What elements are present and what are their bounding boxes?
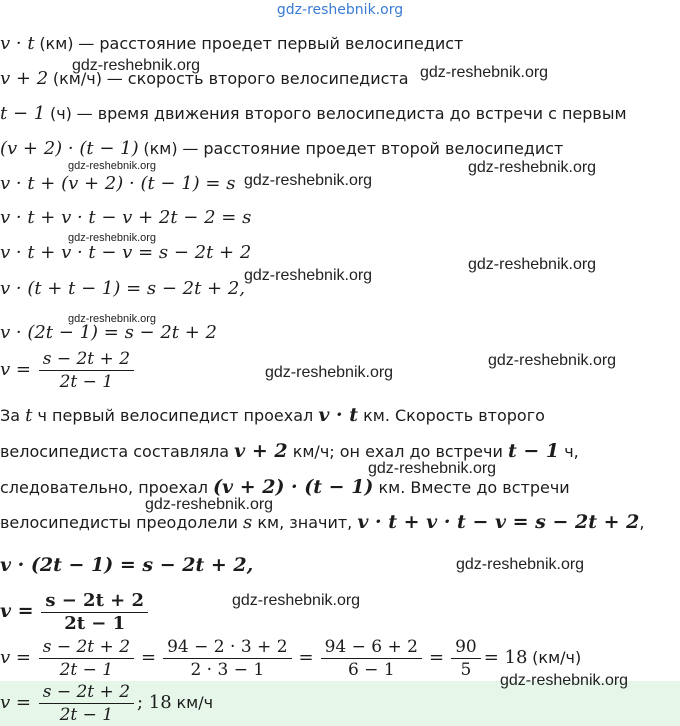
watermark: gdz-reshebnik.org <box>456 556 585 573</box>
explanation-line-3 <box>0 476 570 498</box>
explanation-line-1 <box>0 404 545 426</box>
text: , <box>639 513 645 532</box>
fraction-lhs: v = <box>0 358 31 380</box>
calculation-line <box>0 636 581 681</box>
equals-sign: = <box>298 646 314 668</box>
equation-line-6: v · t + v · t − v + 2t − 2 = s <box>0 207 252 228</box>
math-expression: t <box>25 405 33 426</box>
equation-line-5: v · t + (v + 2) · (t − 1) = s <box>0 173 236 194</box>
definition-line-2 <box>0 68 409 90</box>
watermark: gdz-reshebnik.org <box>68 160 157 172</box>
explanation-line-2 <box>0 440 579 462</box>
equation-line-10 <box>0 348 137 393</box>
answer-value: ; 18 <box>137 691 172 713</box>
fraction-denominator: 2t − 1 <box>59 705 114 725</box>
definition-text: — расстояние проедет первый велосипедист <box>78 34 464 53</box>
watermark: gdz-reshebnik.org <box>68 313 157 325</box>
fraction <box>39 348 134 393</box>
fraction-denominator: 2 · 3 − 1 <box>190 660 265 680</box>
fraction-denominator: 2t − 1 <box>64 613 126 634</box>
fraction-numerator: s − 2t + 2 <box>39 636 134 659</box>
fraction-numerator: s − 2t + 2 <box>39 348 134 371</box>
definition-line-3 <box>0 103 627 125</box>
definition-text: — скорость второго велосипедиста <box>106 69 409 88</box>
fraction <box>39 681 134 726</box>
fraction <box>451 636 481 681</box>
fraction <box>39 636 134 681</box>
text: ч, <box>564 442 579 461</box>
equals-sign: = <box>428 646 445 668</box>
watermark: gdz-reshebnik.org <box>244 172 373 189</box>
fraction-numerator: s − 2t + 2 <box>41 590 148 613</box>
text: км. Вместе до встречи <box>378 478 570 497</box>
fraction-lhs: v = <box>0 646 31 668</box>
definition-line-4 <box>0 138 563 160</box>
unit-label: (км) <box>39 34 74 53</box>
text: км. Скорость второго <box>363 406 545 425</box>
bold-fraction-line <box>0 590 151 635</box>
math-expression: (v + 2) · (t − 1) <box>0 138 139 159</box>
watermark: gdz-reshebnik.org <box>145 496 274 513</box>
watermark: gdz-reshebnik.org <box>68 232 157 244</box>
watermark: gdz-reshebnik.org <box>420 64 549 81</box>
watermark: gdz-reshebnik.org <box>488 352 617 369</box>
math-expression: (v + 2) · (t − 1) <box>213 476 374 498</box>
text: км, значит, <box>257 513 353 532</box>
site-header-link[interactable]: gdz-reshebnik.org <box>276 2 404 18</box>
fraction-denominator: 2t − 1 <box>59 372 114 392</box>
watermark: gdz-reshebnik.org <box>500 672 629 689</box>
text: следовательно, проехал <box>0 478 208 497</box>
fraction <box>163 636 291 681</box>
unit-label: (ч) <box>49 104 72 123</box>
watermark: gdz-reshebnik.org <box>468 159 597 176</box>
fraction-denominator: 2t − 1 <box>59 660 114 680</box>
fraction-numerator: 94 − 2 · 3 + 2 <box>163 636 291 659</box>
unit-label: (км/ч) <box>532 647 582 667</box>
equation-line-9: v · (2t − 1) = s − 2t + 2 <box>0 322 217 343</box>
math-expression: s <box>242 512 253 533</box>
text: ч первый велосипедист проехал <box>37 406 314 425</box>
unit-label: (км) <box>143 139 178 158</box>
watermark: gdz-reshebnik.org <box>232 592 361 609</box>
math-expression: v · t <box>0 33 35 54</box>
answer-line <box>0 681 213 726</box>
text: За <box>0 406 21 425</box>
fraction-lhs: v = <box>0 691 31 713</box>
watermark: gdz-reshebnik.org <box>72 57 201 74</box>
definition-text: — расстояние проедет второй велосипедист <box>182 139 564 158</box>
result-value: = 18 <box>483 646 528 668</box>
equals-sign: = <box>141 646 157 668</box>
math-expression: v · t + v · t − v = s − 2t + 2 <box>357 511 640 533</box>
math-expression: v + 2 <box>0 68 49 89</box>
watermark: gdz-reshebnik.org <box>368 460 497 477</box>
unit-label: (км/ч) <box>52 69 102 88</box>
watermark: gdz-reshebnik.org <box>244 267 373 284</box>
text: км/ч; он ехал до встречи <box>292 442 503 461</box>
math-expression: v + 2 <box>234 440 288 462</box>
fraction <box>41 590 148 635</box>
fraction-denominator: 5 <box>460 660 472 680</box>
fraction-numerator: s − 2t + 2 <box>39 681 134 704</box>
equation-line-8: v · (t + t − 1) = s − 2t + 2, <box>0 278 246 299</box>
fraction-numerator: 94 − 6 + 2 <box>321 636 422 659</box>
definition-text: — время движения второго велосипедиста до встречи с первым <box>76 104 627 123</box>
watermark: gdz-reshebnik.org <box>265 364 394 381</box>
explanation-line-4 <box>0 511 644 533</box>
fraction-numerator: 90 <box>451 636 481 659</box>
watermark: gdz-reshebnik.org <box>468 256 597 273</box>
math-expression: t − 1 <box>0 103 46 124</box>
fraction-denominator: 6 − 1 <box>347 660 395 680</box>
unit-label: км/ч <box>176 692 214 712</box>
math-expression: v · t <box>318 404 358 426</box>
bold-equation: v · (2t − 1) = s − 2t + 2, <box>0 554 254 576</box>
text: велосипедиста составляла <box>0 442 230 461</box>
fraction <box>321 636 422 681</box>
text: велосипедисты преодолели <box>0 513 238 532</box>
math-expression: t − 1 <box>507 440 560 462</box>
definition-line-1 <box>0 33 463 55</box>
fraction-lhs: v = <box>0 599 34 622</box>
equation-line-7: v · t + v · t − v = s − 2t + 2 <box>0 242 252 263</box>
